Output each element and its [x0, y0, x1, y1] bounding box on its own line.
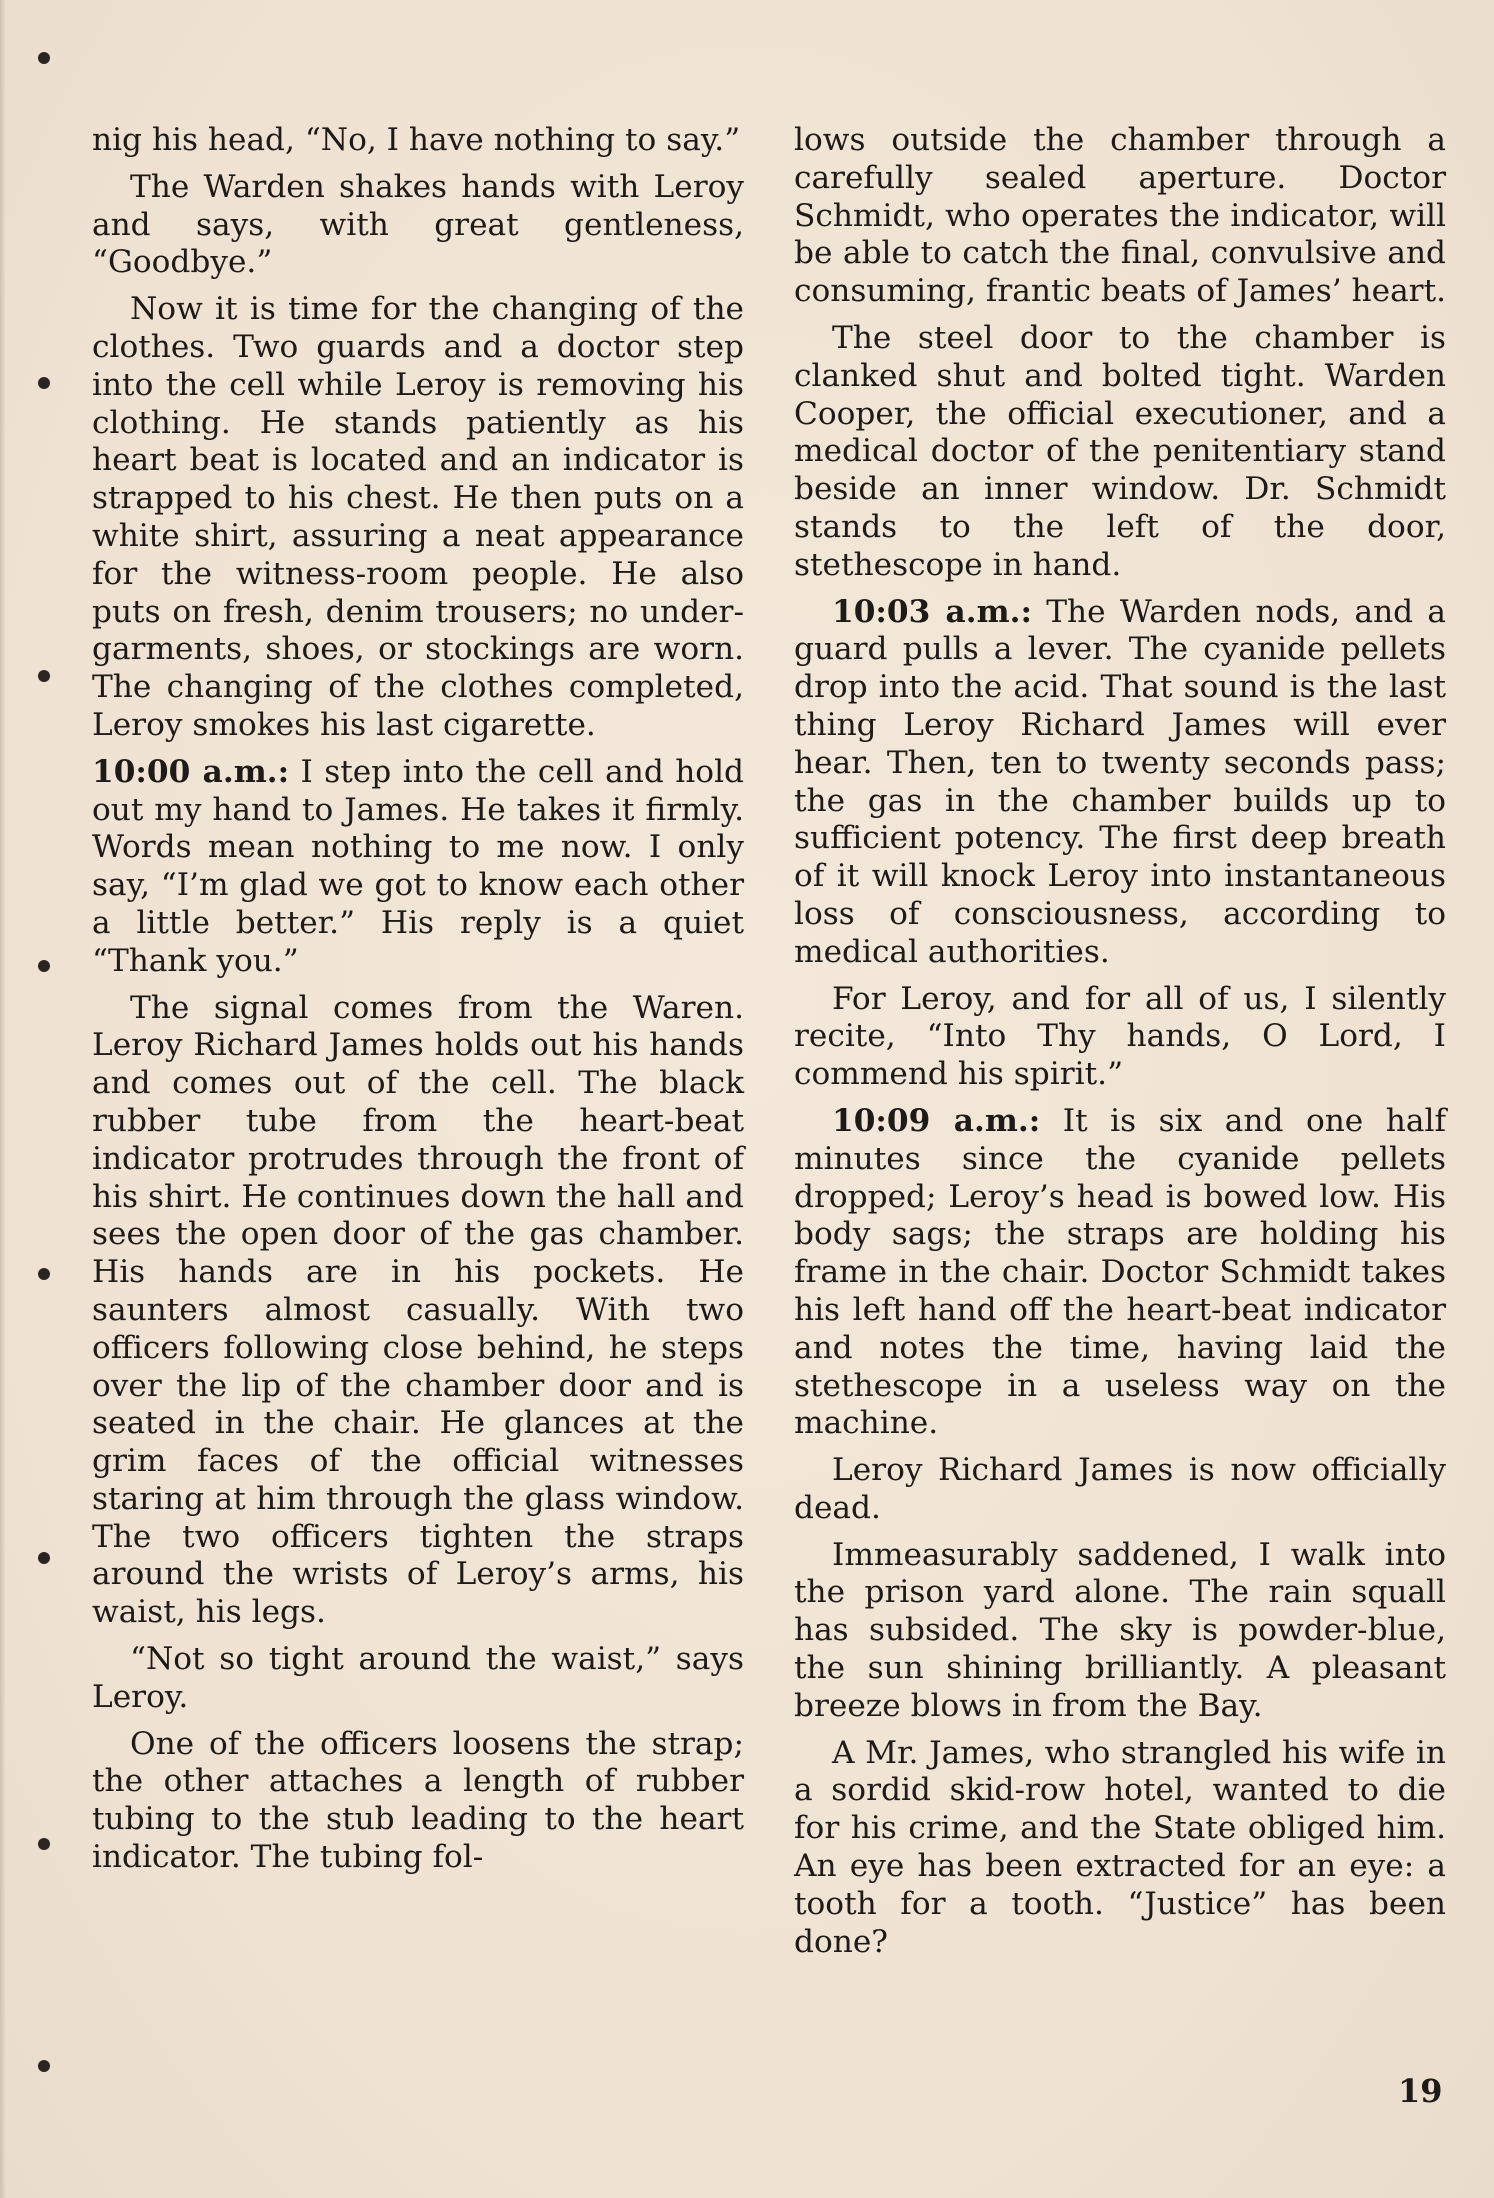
paragraph-text: The signal comes from the Waren. Leroy Richard James holds out his hands and comes out of the cell. The black rubber tube from the heart-beat indicator protrudes through the front of his shirt. He continues down the hall and sees the open door of the gas chamber. His hands are in his pockets. He saunters almost casually. With two officers following close behind, he steps over the lip of the chamber door and is seated in the chair. He glances at the grim faces of the official witnesses staring at him through the glass window. The two officers tighten the straps around the wrists of Leroy’s arms, his waist, his legs.	[92, 989, 744, 1631]
paragraph-text: “Not so tight around the waist,” says Leroy.	[92, 1641, 744, 1715]
paragraph-text: The Warden shakes hands with Leroy and says, with great gentleness, “Goodbye.”	[92, 168, 744, 281]
binding-hole-2	[38, 377, 50, 389]
paragraph-text: nig his head, “No, I have nothing to say.”	[92, 122, 741, 158]
timestamp: 10:03 a.m.:	[832, 593, 1032, 630]
timestamp: 10:00 a.m.:	[92, 753, 290, 790]
binding-hole-4	[38, 960, 50, 972]
paragraph	[794, 1735, 1446, 1962]
binding-edge	[0, 0, 6, 2198]
paragraph-text: I step into the cell and hold out my hand to James. He takes it firmly. Words mean nothing to me now. I only say, “I’m glad we got to know each other a little better.” His reply is a quiet “Thank you.”	[92, 753, 745, 979]
paragraph	[794, 122, 1446, 311]
paragraph-text: A Mr. James, who strangled his wife in a sordid skid-row hotel, wanted to die for his crime, and the State obliged him. An eye has been extracted for an eye: a tooth for a tooth. “Justice” has been done?	[794, 1734, 1446, 1960]
paragraph-text: Immeasurably saddened, I walk into the prison yard alone. The rain squall has subsided. The sky is powder-blue, the sun shining brilliantly. A pleasant breeze blows in from the Bay.	[794, 1536, 1446, 1724]
timestamp: 10:09 a.m.:	[832, 1102, 1041, 1139]
paragraph	[92, 169, 744, 282]
paragraph-text: For Leroy, and for all of us, I silently recite, “Into Thy hands, O Lord, I commend his spirit.”	[794, 980, 1446, 1093]
paragraph-text: Leroy Richard James is now officially dead.	[794, 1452, 1446, 1526]
paragraph	[92, 291, 744, 745]
paragraph	[794, 594, 1446, 972]
paragraph-text: lows outside the chamber through a carefully sealed aperture. Doctor Schmidt, who operates the indicator, will be able to catch the final, convulsive and consuming, frantic beats of James’ heart.	[794, 122, 1447, 310]
paragraph-text: The Warden nods, and a guard pulls a lever. The cyanide pellets drop into the acid. That sound is the last thing Leroy Richard James will ever hear. Then, ten to twenty seconds pass; the gas in the chamber builds up to sufficient potency. The first deep breath of it will knock Leroy into instantaneous loss of consciousness, according to medical authorities.	[794, 593, 1447, 970]
paragraph	[92, 754, 744, 981]
paragraph-text: Now it is time for the changing of the clothes. Two guards and a doctor step into the cell while Leroy is removing his clothing. He stands patiently as his heart beat is located and an indicator is strapped to his chest. He then puts on a white shirt, assuring a neat appearance for the witness-room people. He also puts on fresh, denim trousers; no under-garments, shoes, or stockings are worn. The changing of the clothes completed, Leroy smokes his last cigarette.	[92, 291, 744, 743]
left-column	[92, 122, 744, 1886]
paragraph-text: One of the officers loosens the strap; the other attaches a length of rubber tubing to the stub leading to the heart indicator. The tubing fol-	[92, 1725, 744, 1876]
page-number: 19	[1398, 2072, 1443, 2110]
paragraph	[92, 122, 744, 160]
right-column	[794, 122, 1446, 1970]
paragraph	[794, 320, 1446, 585]
paragraph-text: It is six and one half minutes since the cyanide pellets dropped; Leroy’s head is bowed low. His body sags; the straps are holding his frame in the chair. Doctor Schmidt takes his left hand off the heart-beat indicator and notes the time, having laid the stethescope in a useless way on the machine.	[794, 1102, 1446, 1442]
paragraph-text: The steel door to the chamber is clanked shut and bolted tight. Warden Cooper, the official executioner, and a medical doctor of the penitentiary stand beside an inner window. Dr. Schmidt stands to the left of the door, stethescope in hand.	[794, 319, 1446, 583]
paragraph	[794, 1537, 1446, 1726]
binding-hole-1	[38, 52, 50, 64]
binding-hole-5	[38, 1268, 50, 1280]
binding-hole-7	[38, 1838, 50, 1850]
paragraph	[92, 990, 744, 1633]
paragraph	[92, 1641, 744, 1717]
paragraph	[794, 1103, 1446, 1443]
paragraph	[794, 1452, 1446, 1528]
paragraph	[794, 981, 1446, 1094]
paragraph	[92, 1726, 744, 1877]
binding-hole-6	[38, 1552, 50, 1564]
binding-hole-3	[38, 670, 50, 682]
binding-hole-8	[38, 2060, 50, 2072]
